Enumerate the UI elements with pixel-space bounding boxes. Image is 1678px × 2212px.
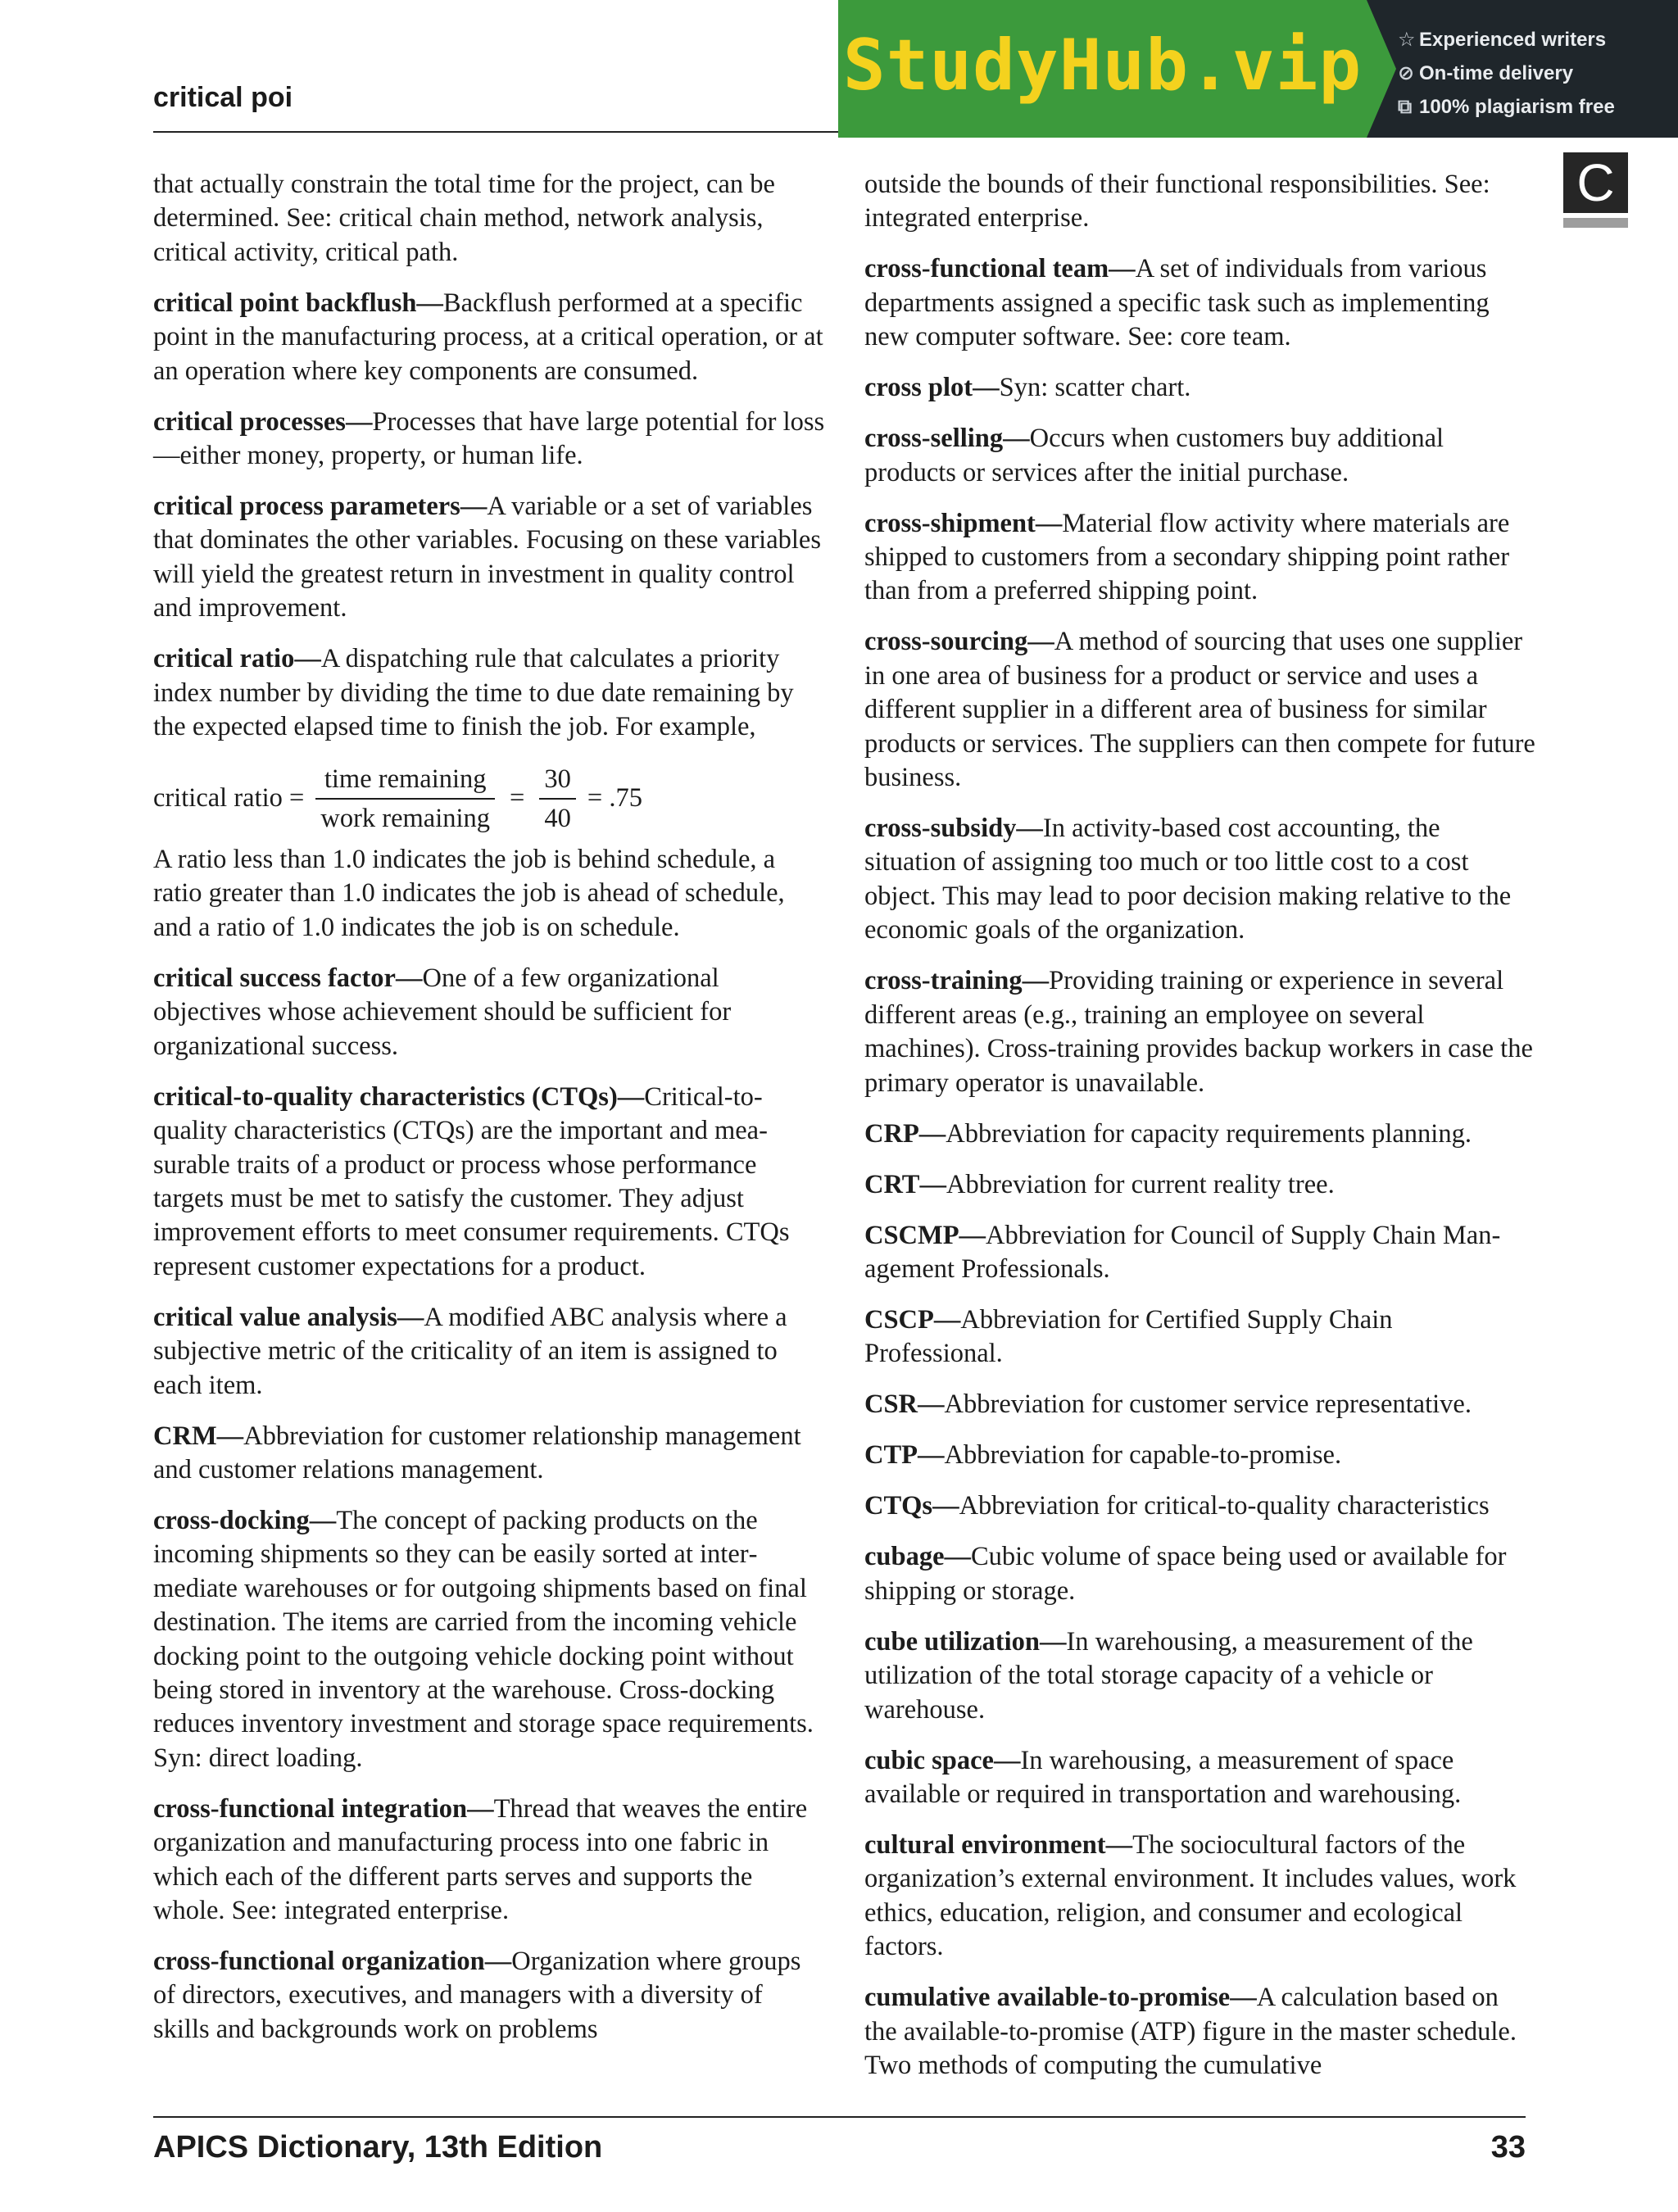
dictionary-entry [864, 1625, 1536, 1727]
dictionary-entry [153, 406, 825, 474]
banner-feature [1398, 23, 1668, 57]
entry-definition: A calculation based on the available-to-promise (ATP) figure in the master schedule. Two methods of computing the cumulative [864, 1983, 1517, 2080]
dictionary-entry [864, 1117, 1536, 1151]
entry-term: CRP— [864, 1118, 946, 1149]
entry-definition: Abbreviation for Council of Supply Chain Management Professionals. [864, 1220, 1501, 1284]
dictionary-entry [153, 287, 825, 388]
dictionary-entry [864, 1744, 1536, 1812]
clock-icon: ⊘ [1398, 62, 1415, 84]
dictionary-entry [153, 490, 825, 626]
entry-term: cross-subsidy— [864, 814, 1043, 844]
dictionary-entry [864, 1439, 1536, 1472]
dictionary-entry [153, 1301, 825, 1403]
dictionary-entry [153, 642, 825, 744]
dictionary-entry [864, 1303, 1536, 1371]
entry-term: cross-docking— [153, 1505, 337, 1535]
fraction-denominator: work remaining [315, 798, 495, 834]
dictionary-entry [864, 1829, 1536, 1965]
entry-term: cross-selling— [864, 424, 1030, 454]
entry-definition: Syn: scatter chart. [999, 373, 1191, 403]
formula-equals: = [510, 783, 525, 814]
left-column [153, 168, 825, 2064]
dictionary-entry [864, 371, 1536, 405]
entry-definition: A variable or a set of variables that dominates the other variables. Focusing on these variables will yield the greatest return in investment in quality control and improvement. [153, 492, 821, 623]
dictionary-entry [864, 1168, 1536, 1202]
formula-fraction-words [315, 764, 495, 834]
dictionary-entry [864, 625, 1536, 795]
dictionary-entry [864, 422, 1536, 490]
entry-definition: Abbreviation for current reality tree. [946, 1169, 1335, 1199]
entry-term: cross-training— [864, 966, 1050, 996]
entry-term: critical value analysis— [153, 1302, 424, 1332]
entry-definition: Providing training or experience in several different areas (e.g., training an employee on several machines). Cross-training provides backup workers in case the primary operator is unavailable. [864, 966, 1533, 1098]
formula-fraction-numbers [539, 764, 576, 834]
entry-term: CSCMP— [864, 1220, 986, 1250]
entry-term: cumulative available-to-promise— [864, 1983, 1257, 2013]
page-number: 33 [1490, 2130, 1526, 2164]
entry-term: CSR— [864, 1389, 945, 1420]
fraction-numerator: 30 [544, 764, 571, 795]
dictionary-entry [864, 1489, 1536, 1523]
fraction-numerator: time remaining [324, 764, 487, 795]
section-tab [1563, 152, 1628, 228]
entry-definition: A set of individuals from various departments assigned a specific task such as implementing new computer software. See: core team. [864, 254, 1490, 352]
entry-term: cubic space— [864, 1745, 1021, 1775]
entry-definition: In warehousing, a measurement of the utilization of the total storage capacity of a vehicle or warehouse. [864, 1626, 1473, 1725]
entry-term: critical ratio— [153, 644, 321, 674]
entry-term: cross-functional integration— [153, 1793, 494, 1824]
critical-ratio-formula [153, 761, 825, 836]
copy-icon: ⧉ [1398, 96, 1413, 118]
entry-definition: Thread that weaves the entire organization and manufacturing process into one fabric in which each of the different parts serves and supports the whole. See: integrated enterprise. [153, 1793, 808, 1925]
dictionary-entry [153, 1793, 825, 1929]
dictionary-entry [864, 1219, 1536, 1287]
dictionary-entry [864, 252, 1536, 354]
entry-definition: Abbreviation for capable-to-promise. [944, 1440, 1342, 1471]
continued-text: that actually constrain the total time for the project, can be determined. See: critical chain method, network analysis, critical activity, critical path. [153, 170, 775, 267]
right-entries [864, 252, 1536, 2083]
entry-definition: Cubic volume of space being used or available for shipping or storage. [864, 1542, 1507, 1606]
footer-rule [153, 2116, 1526, 2118]
banner-features [1398, 23, 1668, 124]
fraction-denominator: 40 [539, 798, 576, 834]
entry-term: critical success factor— [153, 963, 423, 993]
entry-definition: One of a few organizational objectives whose achievement should be sufficient for organizational success. [153, 963, 732, 1061]
entry-term: critical processes— [153, 406, 373, 437]
entry-definition: Abbreviation for customer service representative. [944, 1389, 1472, 1420]
left-entries-a [153, 287, 825, 745]
banner-feature-label: Experienced writers [1419, 29, 1607, 51]
entry-term: cultural environment— [864, 1829, 1133, 1860]
entry-term: critical process parameters— [153, 492, 488, 522]
dictionary-entry [153, 1420, 825, 1488]
dictionary-entry [864, 1388, 1536, 1421]
right-column [864, 168, 1536, 2100]
entry-definition: Abbreviation for customer relationship management and customer relations management. [153, 1421, 801, 1484]
dictionary-entry [153, 1504, 825, 1775]
banner-feature-label: On-time delivery [1419, 62, 1574, 84]
entry-definition: Material flow activity where materials are shipped to customers from a secondary shipping point rather than from a preferred shipping point. [864, 508, 1510, 606]
entry-term: cross-functional organization— [153, 1947, 512, 1976]
left-entries-b [153, 962, 825, 2047]
dictionary-entry [864, 1981, 1536, 2083]
section-tab-bar [1563, 218, 1628, 228]
entry-definition: Occurs when customers buy additional products or services after the initial purchase. [864, 424, 1444, 487]
dictionary-entry [864, 1540, 1536, 1608]
entry-definition: In activity-based cost accounting, the situation of assigning too much or too little cost to a cost object. This may lead to poor decision making relative to the economic goals of the organization. [864, 814, 1512, 945]
dictionary-entry [153, 962, 825, 1063]
banner-feature [1398, 90, 1668, 124]
footer-title: APICS Dictionary, 13th Edition [153, 2130, 603, 2164]
entry-definition: A method of sourcing that uses one supplier in one area of business for a product or service and uses a different supplier in a different area of business for similar products or services. The suppliers can then compete for future business. [864, 627, 1535, 793]
entry-definition: A dispatching rule that calculates a priority index number by dividing the time to due date remaining by the expected elapsed time to finish the job. For example, [153, 644, 794, 742]
entry-term: CTQs— [864, 1491, 959, 1521]
dictionary-entry [864, 812, 1536, 948]
entry-term: cube utilization— [864, 1626, 1067, 1657]
entry-definition: Organization where groups of directors, executives, and managers with a diversity of skills and backgrounds work on problems [153, 1947, 801, 2044]
entry-definition: The concept of packing products on the incoming shipments so they can be easily sorted at intermediate warehouses or for outgoing shipments based on final destination. The items are carried from the incoming vehicle docking point to the outgoing vehicle docking point without being stored in inventory at the warehouse. Cross-docking reduces inventory investment and storage space requirements. Syn: direct loading. [153, 1505, 814, 1773]
banner-feature-label: 100% plagiarism free [1419, 96, 1615, 118]
entry-term: cross-functional team— [864, 254, 1136, 284]
entry-definition: In warehousing, a measurement of space available or required in transportation and warehousing. [864, 1745, 1462, 1809]
entry-definition: Abbreviation for capacity requirements planning. [946, 1118, 1472, 1149]
entry-definition: Abbreviation for Certified Supply Chain Professional. [864, 1304, 1393, 1369]
formula-result: = .75 [587, 783, 642, 814]
entry-term: CRT— [864, 1169, 946, 1199]
dictionary-entry [864, 507, 1536, 609]
dictionary-entry [153, 1945, 825, 2047]
entry-term: CTP— [864, 1440, 945, 1471]
entry-term: cross plot— [864, 373, 1000, 403]
star-icon: ☆ [1398, 29, 1416, 51]
entry-term: cross-sourcing— [864, 627, 1054, 657]
entry-definition: Processes that have large potential for loss—either money, property, or human life. [153, 406, 825, 471]
banner-feature [1398, 57, 1668, 90]
entry-term: critical point backflush— [153, 288, 443, 318]
entry-term: cross-shipment— [864, 508, 1063, 538]
entry-definition: Backflush performed at a specific point in the manufacturing process, at a critical operation, or at an operation where key components are consumed. [153, 288, 823, 386]
formula-label: critical ratio = [153, 783, 305, 814]
entry-definition: Critical-to-quality characteristics (CTQs) are the important and measurable traits of a product or process whose performance targets must be met to satisfy the customer. They adjust improvement efforts to meet consumer requirements. CTQs represent customer expectations for a product. [153, 1081, 790, 1281]
section-tab-letter: C [1563, 152, 1628, 213]
banner-logo[interactable] [838, 0, 1367, 138]
banner-logo-text: StudyHub.vip [842, 25, 1363, 107]
entry-term: CSCP— [864, 1304, 961, 1335]
entry-term: critical-to-quality characteristics (CTQs)— [153, 1081, 645, 1112]
entry-definition: Abbreviation for critical-to-quality characteristics [959, 1491, 1490, 1521]
entry-definition: The sociocultural factors of the organization’s external environment. It includes values, work ethics, education, religion, and consumer and ecological factors. [864, 1829, 1517, 1962]
entry-term: cubage— [864, 1542, 971, 1572]
entry-definition: A modified ABC analysis where a subjective metric of the criticality of an item is assigned to each item. [153, 1302, 787, 1400]
formula-explanation: A ratio less than 1.0 indicates the job is behind schedule, a ratio greater than 1.0 indicates the job is ahead of schedule, and a ratio of 1.0 indicates the job is on schedule. [153, 845, 785, 942]
dictionary-entry [864, 964, 1536, 1100]
ad-banner[interactable] [838, 0, 1678, 138]
dictionary-entry [153, 1081, 825, 1284]
continued-text: outside the bounds of their functional responsibilities. See: integrated enterprise. [864, 170, 1490, 233]
entry-term: CRM— [153, 1421, 244, 1451]
running-head: critical poi [153, 82, 293, 113]
